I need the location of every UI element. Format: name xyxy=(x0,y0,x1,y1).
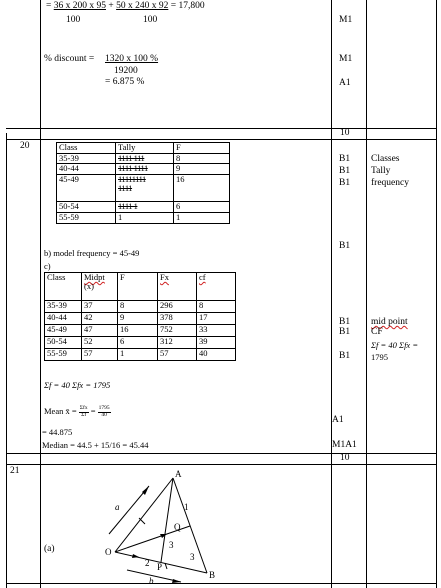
tally-cell-class: 35-39 xyxy=(57,154,116,164)
tally-table xyxy=(56,142,230,224)
freq-cell: 40 xyxy=(197,349,236,361)
freq-cell: 16 xyxy=(118,325,158,337)
freq-cell: 39 xyxy=(197,337,236,349)
calc-term-b: 50 x 240 x 92 xyxy=(116,1,169,11)
mark-m1-b: M1 xyxy=(339,54,353,64)
discount-numerator: 1320 x 100 % xyxy=(105,54,159,64)
freq-cell: 378 xyxy=(158,313,197,325)
label-ratio-3b: 3 xyxy=(190,552,195,562)
page-edge xyxy=(6,133,7,588)
freq-cell: 17 xyxy=(197,313,236,325)
total-q20: 10 xyxy=(340,453,350,463)
calc-result: = 17,800 xyxy=(170,1,205,11)
part-a-label: (a) xyxy=(44,544,55,554)
mark-modal: B1 xyxy=(339,241,351,251)
arrowhead-oq xyxy=(160,534,167,538)
right-border xyxy=(436,0,437,588)
tally-cell-tally: 1111 1111 xyxy=(116,164,174,175)
mark-median: M1A1 xyxy=(332,440,357,450)
freq-cell: 1 xyxy=(118,349,158,361)
freq-cell: 296 xyxy=(158,301,197,313)
label-ratio-3a: 3 xyxy=(169,540,174,550)
tally-cell-f: 8 xyxy=(174,154,230,164)
question-number-20: 20 xyxy=(20,141,30,151)
discount-result: = 6.875 % xyxy=(105,77,145,87)
vector-triangle-diagram xyxy=(105,468,235,584)
note-cf: CF xyxy=(371,327,383,337)
freq-cell: 37 xyxy=(82,301,118,313)
tally-cell-tally: 1111 1 xyxy=(116,202,174,213)
note-sums: Σf = 40 Σfx = xyxy=(371,340,419,350)
note-sums-value: 1795 xyxy=(371,352,388,362)
freq-header-cf: cf xyxy=(197,273,236,301)
freq-cell: 312 xyxy=(158,337,197,349)
denominator-2: 100 xyxy=(143,15,158,25)
mark-midpoint: B1 xyxy=(339,317,351,327)
mean-line xyxy=(44,406,111,418)
freq-header-fx: Fx xyxy=(158,273,197,301)
mark-m1-a: M1 xyxy=(339,15,353,25)
freq-cell: 47 xyxy=(82,325,118,337)
calc-term-a: 36 x 200 x 95 xyxy=(53,1,106,11)
question-number-21: 21 xyxy=(10,466,20,476)
calc-line: = 36 x 200 x 95 + 50 x 240 x 92 = 17,800 xyxy=(46,1,205,11)
label-p-point: P xyxy=(157,562,163,572)
freq-header-class: Class xyxy=(45,273,82,301)
label-vector-b: b xyxy=(149,576,154,586)
left-border xyxy=(40,0,41,588)
mean-fraction-formula: $\frac{\text{Σfx}}{\Sigma f}$ xyxy=(79,405,88,418)
tally-header-f: F xyxy=(174,143,230,154)
tally-cell-tally: 1 xyxy=(116,213,174,224)
freq-header-midpoint: Midpt (x) xyxy=(82,273,118,301)
freq-cell: 57 xyxy=(158,349,197,361)
mean-fraction-values: $\frac{1795}{40}$ xyxy=(98,405,110,418)
row-separator-total-top xyxy=(6,128,437,129)
mark-classes: B1 xyxy=(339,154,351,164)
calc-plus: + xyxy=(108,1,114,11)
label-vector-a: a xyxy=(115,502,120,512)
discount-denominator: 19200 xyxy=(114,66,138,76)
freq-cell: 9 xyxy=(118,313,158,325)
modal-frequency: b) model frequency = 45-49 xyxy=(44,248,140,258)
tally-cell-tally: 1111 111 xyxy=(116,154,174,164)
freq-cell: 57 xyxy=(82,349,118,361)
median-line: Median = 44.5 + 15/16 = 45.44 xyxy=(42,440,149,450)
note-classes: Classes xyxy=(371,154,400,164)
tally-cell-f: 1 xyxy=(174,213,230,224)
freq-cell: 40-44 xyxy=(45,313,82,325)
freq-cell: 45-49 xyxy=(45,325,82,337)
column-divider-notes xyxy=(366,0,367,588)
mark-mean: A1 xyxy=(332,415,344,425)
total-top: 10 xyxy=(340,128,350,138)
mark-a1: A1 xyxy=(339,78,351,88)
freq-cell: 52 xyxy=(82,337,118,349)
tally-cell-class: 45-49 xyxy=(57,175,116,202)
freq-cell: 35-39 xyxy=(45,301,82,313)
label-b-point: B xyxy=(209,570,216,580)
row-separator-q21-top xyxy=(6,464,437,465)
row-separator-q20-top xyxy=(6,139,437,140)
freq-cell: 42 xyxy=(82,313,118,325)
label-q-point: Q xyxy=(174,522,181,532)
freq-cell: 33 xyxy=(197,325,236,337)
mark-frequency: B1 xyxy=(339,178,351,188)
tally-cell-class: 40-44 xyxy=(57,164,116,175)
tally-cell-class: 50-54 xyxy=(57,202,116,213)
mean-equals: = xyxy=(90,405,96,416)
mark-cf: B1 xyxy=(339,327,351,337)
freq-cell: 8 xyxy=(118,301,158,313)
mark-tally: B1 xyxy=(339,166,351,176)
freq-cell: 6 xyxy=(118,337,158,349)
tally-cell-f: 16 xyxy=(174,175,230,202)
mean-value: = 44.875 xyxy=(42,427,73,437)
label-a-point: A xyxy=(175,469,182,479)
denominator-1: 100 xyxy=(66,15,81,25)
tally-cell-f: 9 xyxy=(174,164,230,175)
label-o-point: O xyxy=(105,547,112,557)
label-ratio-1: 1 xyxy=(184,502,189,512)
tally-cell-tally: 11111111 1111 xyxy=(116,175,174,202)
label-ratio-2: 2 xyxy=(145,558,150,568)
part-c-label: c) xyxy=(44,261,51,271)
freq-cell: 50-54 xyxy=(45,337,82,349)
frequency-table xyxy=(44,272,236,361)
mean-label: Mean x̄ = xyxy=(44,405,77,416)
freq-header-f: F xyxy=(118,273,158,301)
tally-header-class: Class xyxy=(57,143,116,154)
column-divider-marks xyxy=(331,0,332,588)
note-frequency: frequency xyxy=(371,178,409,188)
mark-sums: B1 xyxy=(339,351,351,361)
discount-label: % discount = xyxy=(44,54,95,64)
freq-cell: 8 xyxy=(197,301,236,313)
freq-cell: 752 xyxy=(158,325,197,337)
freq-cell: 55-59 xyxy=(45,349,82,361)
note-midpoint: mid point xyxy=(371,317,408,327)
tally-header-tally: Tally xyxy=(116,143,174,154)
arrowhead-b xyxy=(172,579,181,583)
tally-cell-class: 55-59 xyxy=(57,213,116,224)
row-separator-q20-total xyxy=(6,453,437,454)
tally-cell-f: 6 xyxy=(174,202,230,213)
note-tally: Tally xyxy=(371,166,391,176)
sums-line: Σf = 40 Σfx = 1795 xyxy=(44,380,111,390)
